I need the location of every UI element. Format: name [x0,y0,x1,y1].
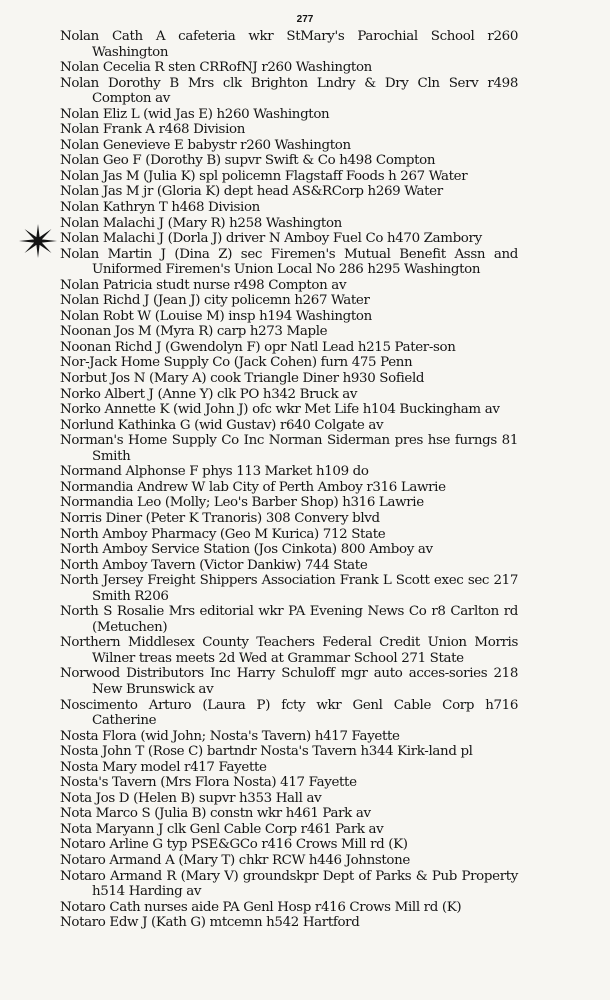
entry-text: Nolan Richd J (Jean J) city policemn h267 Water [60,293,370,309]
entry-text: Nolan Malachi J (Dorla J) driver N Amboy Fuel Co h470 Zambory [60,231,482,247]
entry-text: Norwood Distributors Inc Harry Schuloff mgr auto acces-sories 218 New Brunswick av [60,666,518,697]
directory-entry [60,729,518,745]
directory-entry [60,402,518,418]
directory-entry [60,122,518,138]
directory-entry [60,107,518,123]
directory-entry [60,744,518,760]
entry-text: Nolan Dorothy B Mrs clk Brighton Lndry & Dry Cln Serv r498 Compton av [60,75,518,107]
entry-text: Notaro Armand R (Mary V) groundskpr Dept of Parks & Pub Property h514 Harding av [60,868,518,900]
entry-text: Notaro Armand A (Mary T) chkr RCW h446 Johnstone [60,852,410,868]
directory-entry [60,604,518,635]
entry-text: Norman's Home Supply Co Inc Norman Siderman pres hse furngs 81 Smith [60,433,518,464]
entry-text: Nolan Martin J (Dina Z) sec Firemen's Mutual Benefit Assn and Uniformed Firemen's Union Local No 286 h295 Washington [60,246,518,278]
directory-entry [60,169,518,185]
directory-entry [60,869,518,900]
entry-text: North S Rosalie Mrs editorial wkr PA Evening News Co r8 Carlton rd (Metuchen) [60,604,518,635]
entry-text: Nolan Cecelia R sten CRRofNJ r260 Washington [60,60,372,76]
entry-text: Nota Maryann J clk Genl Cable Corp r461 Park av [60,821,384,837]
entry-text: Nolan Patricia studt nurse r498 Compton av [60,277,347,293]
entry-text: Nosta's Tavern (Mrs Flora Nosta) 417 Fayette [60,775,357,791]
entry-text: Nolan Kathryn T h468 Division [60,200,260,216]
directory-entry [60,573,518,604]
star-burst-icon [18,224,58,258]
entry-text: Normand Alphonse F phys 113 Market h109 do [60,464,369,480]
directory-entry [60,900,518,916]
directory-entry [60,387,518,403]
directory-entry [60,806,518,822]
directory-entry [60,433,518,464]
entry-text: Nolan Eliz L (wid Jas E) h260 Washington [60,106,330,122]
directory-entry [60,60,518,76]
entry-text: Nolan Jas M jr (Gloria K) dept head AS&RCorp h269 Water [60,184,443,200]
entry-text: Norko Albert J (Anne Y) clk PO h342 Bruck av [60,386,358,402]
entry-text: North Amboy Pharmacy (Geo M Kurica) 712 State [60,526,386,542]
entry-text: Nolan Frank A r468 Division [60,122,245,138]
directory-entry [60,29,518,60]
entry-text: Normandia Leo (Molly; Leo's Barber Shop) h316 Lawrie [60,495,424,511]
directory-entry [60,698,518,729]
entry-text: Nor-Jack Home Supply Co (Jack Cohen) furn 475 Penn [60,355,413,371]
directory-listing [60,29,518,931]
directory-entry [60,635,518,666]
directory-entry [60,184,518,200]
directory-entry [60,480,518,496]
entry-text: Nosta Mary model r417 Fayette [60,759,267,775]
entry-text: Noonan Richd J (Gwendolyn F) opr Natl Lead h215 Pater-son [60,339,456,355]
entry-text: Nolan Cath A cafeteria wkr StMary's Parochial School r260 Washington [60,29,518,60]
entry-text: Nolan Robt W (Louise M) insp h194 Washington [60,308,372,324]
entry-text: North Jersey Freight Shippers Association Frank L Scott exec sec 217 Smith R206 [60,573,518,604]
directory-entry [60,231,518,247]
directory-entry [60,247,518,278]
directory-entry [60,153,518,169]
directory-entry [60,915,518,931]
directory-entry [60,853,518,869]
directory-entry [60,324,518,340]
entry-text: Nosta Flora (wid John; Nosta's Tavern) h417 Fayette [60,728,400,744]
entry-text: Nota Jos D (Helen B) supvr h353 Hall av [60,790,322,806]
directory-entry [60,200,518,216]
directory-entry [60,511,518,527]
entry-text: Norlund Kathinka G (wid Gustav) r640 Colgate av [60,417,384,433]
directory-entry [60,355,518,371]
entry-text: Notaro Edw J (Kath G) mtcemn h542 Hartford [60,915,360,931]
directory-entry [60,837,518,853]
directory-entry [60,216,518,232]
directory-entry [60,558,518,574]
directory-entry [60,495,518,511]
directory-entry [60,822,518,838]
entry-text: Northern Middlesex County Teachers Federal Credit Union Morris Wilner treas meets 2d Wed at Grammar School 271 State [60,635,518,666]
directory-entry [60,791,518,807]
entry-text: North Amboy Tavern (Victor Dankiw) 744 State [60,557,368,573]
directory-entry [60,309,518,325]
directory-entry [60,464,518,480]
directory-entry [60,293,518,309]
entry-text: Norbut Jos N (Mary A) cook Triangle Diner h930 Sofield [60,371,425,387]
page-number: 277 [296,14,314,25]
entry-text: Nolan Geo F (Dorothy B) supvr Swift & Co h498 Compton [60,153,436,169]
entry-text: Nolan Jas M (Julia K) spl policemn Flagstaff Foods h 267 Water [60,168,468,184]
directory-entry [60,371,518,387]
entry-text: Norko Annette K (wid John J) ofc wkr Met Life h104 Buckingham av [60,402,500,418]
entry-text: Normandia Andrew W lab City of Perth Amboy r316 Lawrie [60,479,446,495]
entry-text: Noonan Jos M (Myra R) carp h273 Maple [60,324,328,340]
directory-entry [60,138,518,154]
directory-entry [60,760,518,776]
entry-text: Nota Marco S (Julia B) constn wkr h461 Park av [60,806,371,822]
entry-text: Nolan Malachi J (Mary R) h258 Washington [60,215,342,231]
directory-entry [60,278,518,294]
directory-entry [60,775,518,791]
directory-entry [60,542,518,558]
directory-entry [60,527,518,543]
directory-entry [60,76,518,107]
entry-text: Norris Diner (Peter K Tranoris) 308 Convery blvd [60,510,380,526]
entry-text: Noscimento Arturo (Laura P) fcty wkr Genl Cable Corp h716 Catherine [60,697,518,729]
directory-entry [60,418,518,434]
entry-text: Nolan Genevieve E babystr r260 Washington [60,137,351,153]
entry-text: North Amboy Service Station (Jos Cinkota) 800 Amboy av [60,542,433,558]
directory-entry [60,340,518,356]
directory-entry [60,666,518,697]
entry-text: Notaro Arline G typ PSE&GCo r416 Crows Mill rd (K) [60,837,408,853]
entry-text: Notaro Cath nurses aide PA Genl Hosp r416 Crows Mill rd (K) [60,899,462,915]
entry-text: Nosta John T (Rose C) bartndr Nosta's Tavern h344 Kirk-land pl [60,744,473,760]
